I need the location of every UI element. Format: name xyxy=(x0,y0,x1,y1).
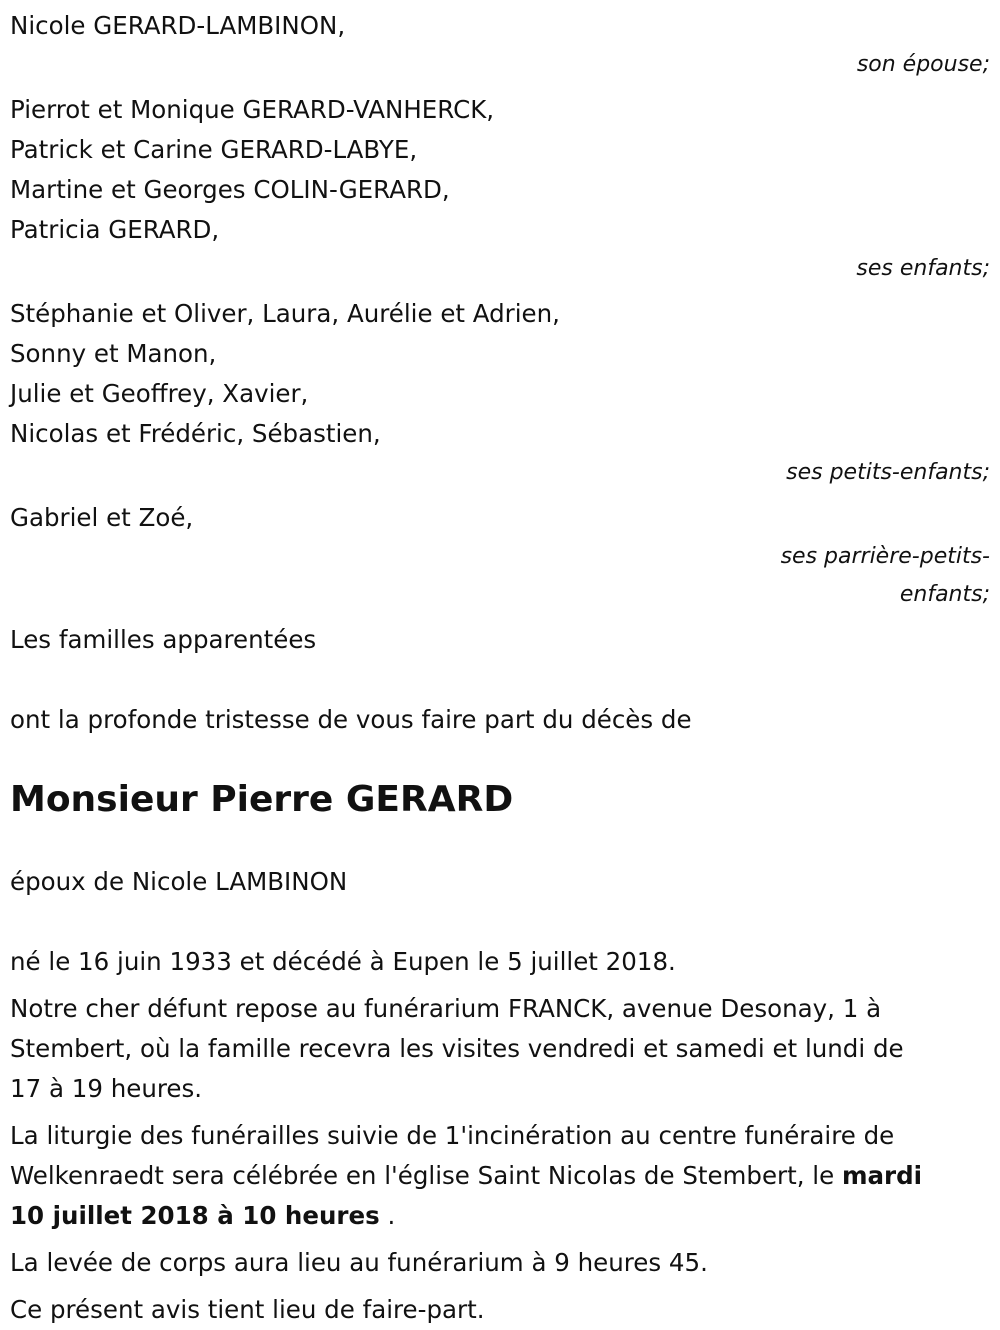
great-grandchildren-role-line2: enfants; xyxy=(899,582,990,607)
closing-line: Ce présent avis tient lieu de faire-part. xyxy=(10,1295,485,1324)
repose-line: 17 à 19 heures. xyxy=(10,1074,203,1103)
liturgy-date-bold: mardi xyxy=(841,1161,923,1190)
children-section xyxy=(10,90,990,288)
deceased-name: Monsieur Pierre GERARD xyxy=(10,779,514,820)
child-name: Pierrot et Monique GERARD-VANHERCK, xyxy=(10,95,495,124)
repose-line: Notre cher défunt repose au funérarium FRANCK, avenue Desonay, 1 à xyxy=(10,994,882,1023)
liturgy-text: . xyxy=(379,1201,396,1230)
grandchildren-section xyxy=(10,294,990,492)
liturgy-paragraph xyxy=(10,1116,990,1236)
great-grandchild-name: Gabriel et Zoé, xyxy=(10,503,194,532)
grandchildren-role: ses petits-enfants; xyxy=(786,460,990,485)
obituary-notice xyxy=(10,6,990,1330)
liturgy-line xyxy=(10,1196,990,1236)
birth-death-line: né le 16 juin 1933 et décédé à Eupen le 5 juillet 2018. xyxy=(10,947,676,976)
great-grandchildren-role-line1: ses parrière-petits- xyxy=(780,544,990,569)
great-grandchildren-section xyxy=(10,498,990,614)
grandchild-name: Nicolas et Frédéric, Sébastien, xyxy=(10,419,381,448)
liturgy-line xyxy=(10,1156,990,1196)
grandchild-name: Sonny et Manon, xyxy=(10,339,217,368)
liturgy-date-bold: 10 juillet 2018 à 10 heures xyxy=(10,1201,380,1230)
grandchild-name: Stéphanie et Oliver, Laura, Aurélie et Adrien, xyxy=(10,299,560,328)
liturgy-line: La liturgie des funérailles suivie de 1'incinération au centre funéraire de xyxy=(10,1121,895,1150)
families-line: Les familles apparentées xyxy=(10,625,317,654)
spouse-name: Nicole GERARD-LAMBINON, xyxy=(10,11,346,40)
repose-paragraph xyxy=(10,989,990,1109)
child-name: Martine et Georges COLIN-GERARD, xyxy=(10,175,450,204)
repose-line: Stembert, où la famille recevra les visites vendredi et samedi et lundi de xyxy=(10,1034,904,1063)
child-name: Patricia GERARD, xyxy=(10,215,220,244)
levee-line: La levée de corps aura lieu au funérarium à 9 heures 45. xyxy=(10,1248,708,1277)
liturgy-text: Welkenraedt sera célébrée en l'église Saint Nicolas de Stembert, le xyxy=(10,1161,842,1190)
announcement-line: ont la profonde tristesse de vous faire part du décès de xyxy=(10,705,692,734)
spouse-role: son épouse; xyxy=(856,52,990,77)
child-name: Patrick et Carine GERARD-LABYE, xyxy=(10,135,418,164)
spouse-section xyxy=(10,6,990,84)
spouse-of-line: époux de Nicole LAMBINON xyxy=(10,867,348,896)
children-role: ses enfants; xyxy=(856,256,990,281)
grandchild-name: Julie et Geoffrey, Xavier, xyxy=(10,379,309,408)
